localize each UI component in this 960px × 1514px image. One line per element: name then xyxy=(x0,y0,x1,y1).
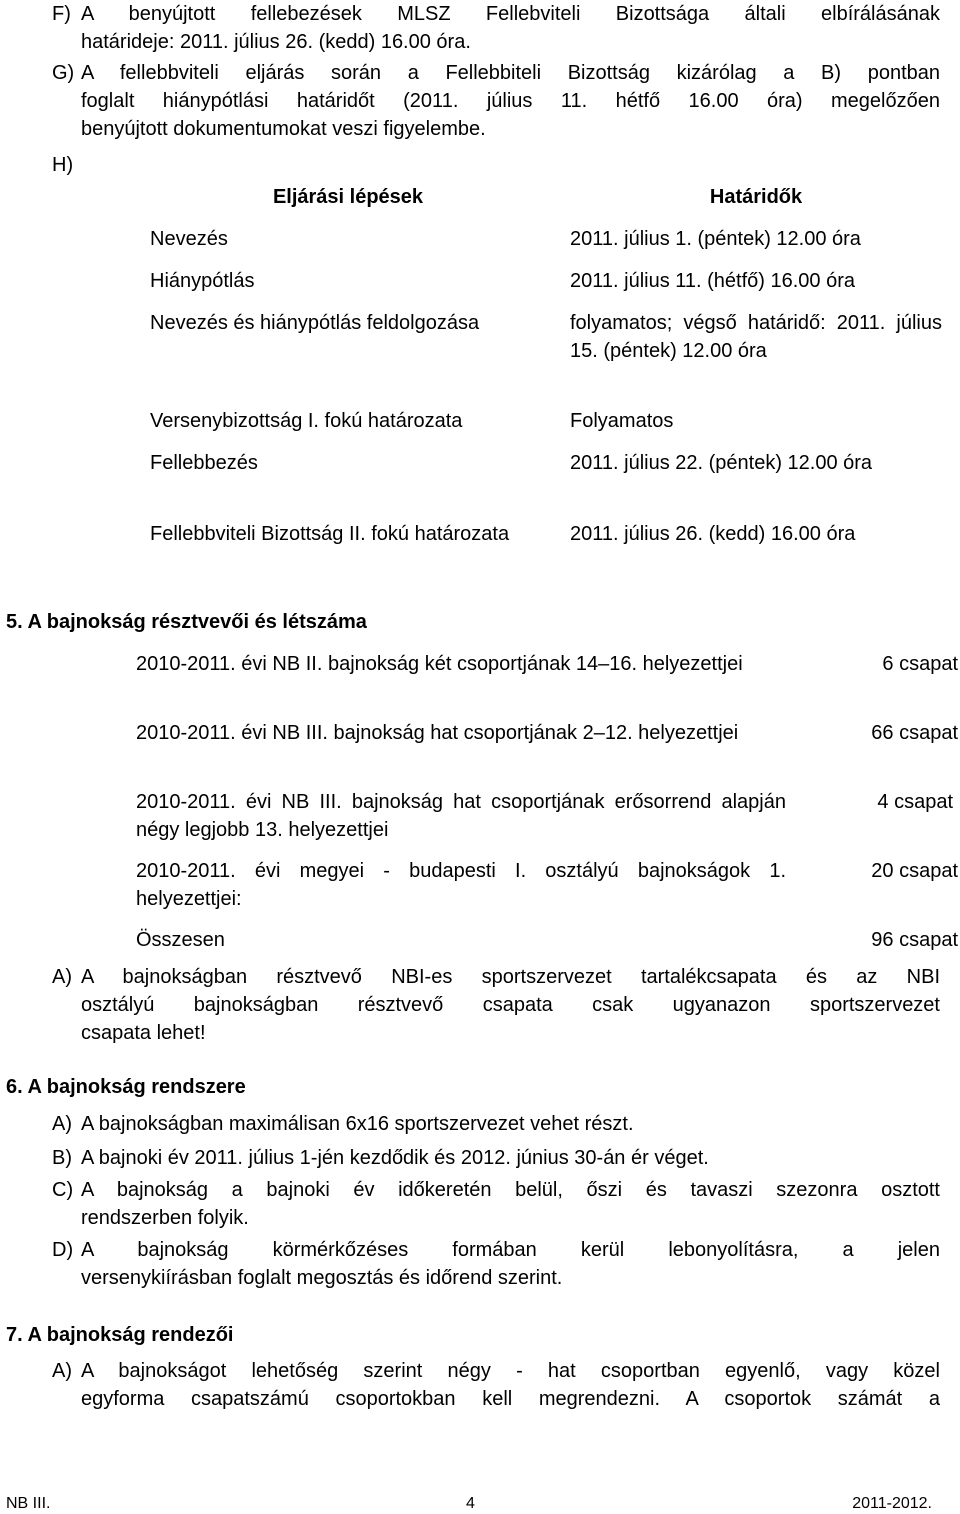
item-line: versenykiírásban foglalt megosztás és időrend szerint. xyxy=(81,1267,563,1289)
participant-row-count: 4 csapat xyxy=(877,791,953,813)
item-label: D) xyxy=(52,1239,74,1261)
section-6-item-b xyxy=(52,1144,940,1172)
section-6-item-a xyxy=(52,1110,940,1138)
participant-row-count: 66 csapat xyxy=(871,722,958,744)
table-cell-deadline: 2011. július 26. (kedd) 16.00 óra xyxy=(570,523,856,545)
item-line: határideje: 2011. július 26. (kedd) 16.00 óra. xyxy=(81,31,471,53)
participant-row-count: 20 csapat xyxy=(871,860,958,882)
item-line: osztályú bajnokságban résztvevő csapata csak ugyanazon sportszervezet xyxy=(81,994,940,1016)
item-line: A bajnokság körmérkőzéses formában kerül lebonyolításra, a jelen xyxy=(81,1239,940,1261)
item-f xyxy=(52,0,940,56)
table-cell-step: Versenybizottság I. fokú határozata xyxy=(150,410,463,432)
table-cell-step: Fellebbezés xyxy=(150,452,258,474)
item-label: C) xyxy=(52,1179,74,1201)
participant-total-label: Összesen xyxy=(136,929,225,951)
item-label: F) xyxy=(52,3,71,25)
item-line: A bajnokságot lehetőség szerint négy - hat csoportban egyenlő, vagy közel xyxy=(81,1360,940,1382)
item-line: A bajnokságban résztvevő NBI-es sportszervezet tartalékcsapata és az NBI xyxy=(81,966,940,988)
item-line: rendszerben folyik. xyxy=(81,1207,249,1229)
table-header-deadlines: Határidők xyxy=(709,186,803,208)
participant-row-text: 2010-2011. évi NB III. bajnokság hat csoportjának 2–12. helyezettjei xyxy=(136,722,739,744)
item-line: csapata lehet! xyxy=(81,1022,206,1044)
item-line: A benyújtott fellebezések MLSZ Fellebviteli Bizottsága általi elbírálásának xyxy=(81,3,940,25)
footer-right: 2011-2012. xyxy=(852,1495,932,1512)
item-label: B) xyxy=(52,1147,72,1169)
table-cell-deadline: folyamatos; végső határidő: 2011. július 15. (péntek) 12.00 óra xyxy=(570,312,942,362)
table-cell-deadline: 2011. július 1. (péntek) 12.00 óra xyxy=(570,228,861,250)
item-g xyxy=(52,59,940,143)
table-cell-deadline: Folyamatos xyxy=(570,410,674,432)
table-cell-step: Nevezés és hiánypótlás feldolgozása xyxy=(150,312,480,334)
table-header-steps: Eljárási lépések xyxy=(272,186,424,208)
item-line: egyforma csapatszámú csoportokban kell megrendezni. A csoportok számát a xyxy=(81,1388,940,1410)
section-7-item-a xyxy=(52,1357,940,1413)
table-cell-deadline: 2011. július 22. (péntek) 12.00 óra xyxy=(570,452,873,474)
participant-row-count: 6 csapat xyxy=(882,653,958,675)
section-7-title: 7. A bajnokság rendezői xyxy=(6,1324,234,1346)
participant-row-text: 2010-2011. évi NB III. bajnokság hat csoportjának erősorrend alapján négy legjobb 13. helyezettjei xyxy=(136,791,786,841)
section-5-title: 5. A bajnokság résztvevői és létszáma xyxy=(6,611,367,633)
section-6-item-c xyxy=(52,1176,940,1232)
item-label: A) xyxy=(52,1113,72,1135)
table-cell-step: Fellebbviteli Bizottság II. fokú határozata xyxy=(150,523,510,545)
participant-row-text: 2010-2011. évi NB II. bajnokság két csoportjának 14–16. helyezettjei xyxy=(136,653,743,675)
participant-row-text: 2010-2011. évi megyei - budapesti I. osztályú bajnokságok 1. helyezettjei: xyxy=(136,860,786,910)
item-label: A) xyxy=(52,966,72,988)
page-number: 4 xyxy=(466,1495,475,1512)
item-line: A bajnokságban maximálisan 6x16 sportszervezet vehet részt. xyxy=(81,1113,634,1135)
table-cell-step: Nevezés xyxy=(150,228,228,250)
item-line: A bajnoki év 2011. július 1-jén kezdődik és 2012. június 30-án ér véget. xyxy=(81,1147,709,1169)
item-line: benyújtott dokumentumokat veszi figyelembe. xyxy=(81,118,486,140)
item-line: foglalt hiánypótlási határidőt (2011. július 11. hétfő 16.00 óra) megelőzően xyxy=(81,90,940,112)
section-6-item-d xyxy=(52,1236,940,1292)
participant-total-count: 96 csapat xyxy=(871,929,958,951)
footer-left: NB III. xyxy=(6,1495,51,1512)
section-6-title: 6. A bajnokság rendszere xyxy=(6,1076,246,1098)
item-label: G) xyxy=(52,62,75,84)
item-line: A fellebbviteli eljárás során a Fellebbiteli Bizottság kizárólag a B) pontban xyxy=(81,62,940,84)
item-line: A bajnokság a bajnoki év időkeretén belül, őszi és tavaszi szezonra osztott xyxy=(81,1179,940,1201)
table-cell-deadline: 2011. július 11. (hétfő) 16.00 óra xyxy=(570,270,855,292)
item-label: A) xyxy=(52,1360,72,1382)
item-h-label: H) xyxy=(52,154,74,176)
section-5-item-a xyxy=(52,963,940,1047)
table-cell-step: Hiánypótlás xyxy=(150,270,255,292)
